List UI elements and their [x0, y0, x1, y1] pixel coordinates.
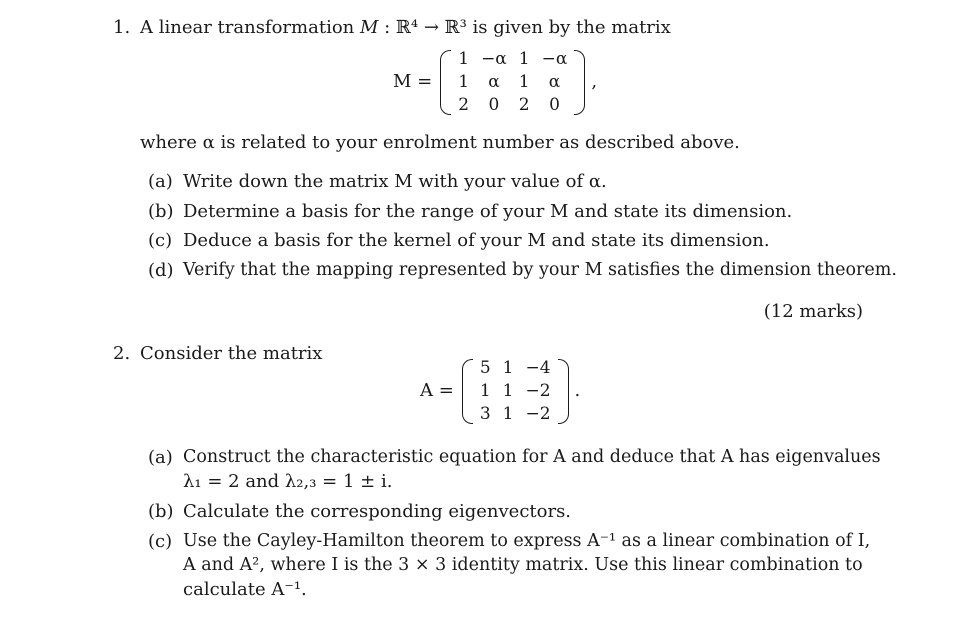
q1-part-c-label: (c) [148, 230, 173, 251]
q2-matrix-label: A = [420, 380, 454, 402]
q2-part-b-line1: Calculate the corresponding eigenvectors. [183, 501, 572, 522]
q1-marks: (12 marks) [763, 301, 863, 322]
q2-matrix [420, 357, 580, 426]
matrix-cell: 1 [502, 358, 514, 378]
matrix-cell: −α [541, 49, 568, 69]
matrix-cell: −2 [525, 380, 551, 401]
matrix-cell: 1 [502, 403, 514, 424]
q1-intro-text-b: M [359, 17, 379, 38]
matrix-cell: α [488, 71, 500, 92]
matrix-cell: 2 [518, 94, 530, 115]
matrix-cell: 5 [479, 358, 491, 378]
matrix-row [474, 403, 557, 426]
q2-part-b-label: (b) [148, 501, 174, 522]
q1-number: 1. [113, 17, 131, 38]
q1-intro [140, 16, 671, 40]
matrix-row [452, 94, 573, 117]
matrix-row [474, 380, 557, 403]
q1-matrix-label: M = [393, 71, 433, 93]
q1-part-d-text: Verify that the mapping represented by your M satisfies the dimension theorem. [183, 260, 897, 280]
matrix-cell: 3 [479, 403, 491, 424]
q1-matrix-table [452, 48, 573, 117]
q2-matrix-table [474, 357, 557, 426]
matrix-cell: 1 [518, 49, 530, 69]
matrix-cell: α [548, 71, 561, 92]
q2-part-c-label: (c) [148, 531, 173, 552]
matrix-cell: 1 [458, 49, 470, 69]
q2-part-c-line1: Use the Cayley-Hamilton theorem to express A⁻¹ as a linear combination of I, [183, 531, 871, 551]
q2-intro: Consider the matrix [140, 343, 323, 364]
q2-part-c-line3: calculate A⁻¹. [183, 579, 307, 600]
matrix-cell: 1 [458, 71, 470, 92]
matrix-cell: −4 [525, 358, 551, 378]
q1-part-a-label: (a) [148, 171, 173, 192]
q1-part-d-label: (d) [148, 260, 174, 281]
matrix-cell: 0 [488, 94, 500, 115]
matrix-cell: 1 [502, 380, 514, 401]
q2-number: 2. [113, 343, 131, 364]
matrix-cell: −α [481, 49, 507, 69]
q1-part-b-text: Determine a basis for the range of your M and state its dimension. [183, 201, 793, 222]
q1-where: where α is related to your enrolment number as described above. [140, 132, 740, 153]
q1-matrix [393, 48, 597, 117]
matrix-row [452, 71, 573, 94]
q1-part-a-text: Write down the matrix M with your value of α. [183, 171, 607, 192]
q1-intro-text-a: A linear transformation [140, 17, 360, 38]
q2-part-a-label: (a) [148, 447, 173, 468]
q2-matrix-trail: . [574, 380, 581, 402]
matrix-row [474, 357, 557, 380]
q1-part-b-label: (b) [148, 201, 174, 222]
matrix-cell: −2 [525, 403, 551, 424]
matrix-cell: 0 [549, 94, 560, 115]
q2-part-a-line1: Construct the characteristic equation for A and deduce that A has eigenvalues [183, 447, 881, 467]
q2-part-c-line2: A and A², where I is the 3 × 3 identity matrix. Use this linear combination to [183, 555, 863, 575]
matrix-row [452, 48, 573, 71]
q2-part-a-line2: λ₁ = 2 and λ₂,₃ = 1 ± i. [183, 471, 393, 492]
matrix-cell: 1 [518, 71, 530, 92]
q1-intro-text-c: : ℝ⁴ → ℝ³ is given by the matrix [378, 17, 671, 38]
matrix-cell: 1 [479, 380, 491, 401]
q1-matrix-brackets [440, 48, 585, 117]
q2-matrix-brackets [462, 357, 569, 426]
matrix-cell: 2 [458, 94, 470, 115]
q1-matrix-trail: , [591, 71, 598, 93]
q1-part-c-text: Deduce a basis for the kernel of your M and state its dimension. [183, 230, 770, 251]
